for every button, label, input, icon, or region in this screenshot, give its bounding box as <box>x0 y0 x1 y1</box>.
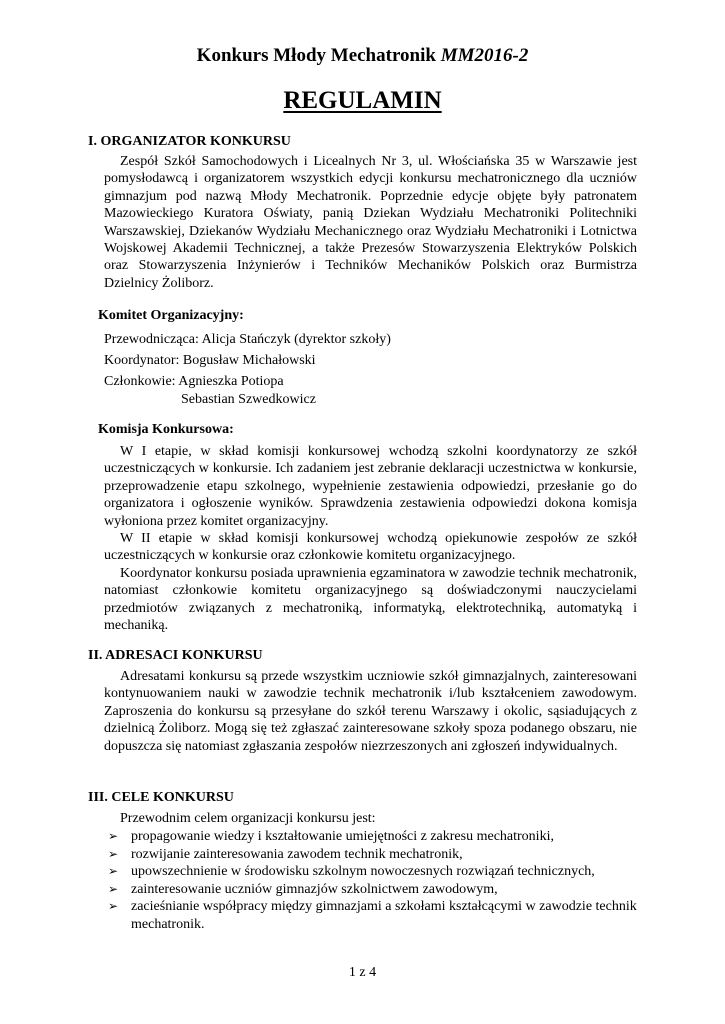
komitet-chair: Przewodnicząca: Alicja Stańczyk (dyrektor szkoły) <box>104 332 391 347</box>
regulamin-text: REGULAMIN <box>283 87 442 114</box>
komitet-heading: Komitet Organizacyjny: <box>98 308 244 323</box>
komisja-paragraph-1: W I etapie, w skład komisji konkursowej wchodzą szkolni koordynatorzy ze szkół uczestniczących w konkursie. Ich zadaniem jest zebranie deklaracji uczestnictwa w konkursie, przeprowadzenie etapu szkolnego, wypełnienie zestawienia odpowiedzi, przesłanie go do organizatora i ogłoszenie wyników. Sprawdzenia zestawienia odpowiedzi dokona komisja wyłoniona przez komitet organizacyjny. <box>104 444 637 529</box>
komisja-paragraph-2: W II etapie w skład komisji konkursowej wchodzą opiekunowie zespołów ze szkół uczestniczących w konkursie oraz członkowie komitetu organizacyjnego. <box>104 531 637 564</box>
title-main: Konkurs Młody Mechatronik <box>196 45 436 66</box>
regulamin-heading <box>0 86 725 116</box>
section-1-paragraph: Zespół Szkół Samochodowych i Licealnych Nr 3, ul. Włościańska 35 w Warszawie jest pomysłodawcą i organizatorem wszystkich edycji konkursu mechatronicznego dla uczniów gimnazjum pod nazwą Młody Mechatronik. Poprzednie edycje objęte były patronatem Mazowieckiego Kuratora Oświaty, panią Dziekan Wydziału Mechatroniki Politechniki Warszawskiej, Dziekanów Wydziału Mechanicznego oraz Wydziału Mechatroniki i Lotnictwa Wojskowej Akademii Technicznej, a także Prezesów Stowarzyszenia Elektryków Polskich oraz Stowarzyszenia Inżynierów i Techników Mechaników Polskich oraz Burmistrza Dzielnicy Żoliborz. <box>104 154 637 291</box>
section-3-heading: III. CELE KONKURSU <box>88 790 234 805</box>
section-1-heading: I. ORGANIZATOR KONKURSU <box>88 134 291 149</box>
list-item <box>104 863 637 881</box>
arrow-bullet-icon: ➢ <box>108 881 119 896</box>
goal-text: zacieśnianie współpracy między gimnazjami a szkołami kształcącymi w zawodzie technik mechatronik. <box>131 899 637 932</box>
komitet-members: Członkowie: Agnieszka Potiopa <box>104 374 284 389</box>
komisja-heading: Komisja Konkursowa: <box>98 422 234 437</box>
list-item <box>104 846 637 864</box>
komitet-member-2: Sebastian Szwedkowicz <box>181 392 316 407</box>
arrow-bullet-icon: ➢ <box>108 829 119 843</box>
section-2-heading: II. ADRESACI KONKURSU <box>88 648 263 663</box>
list-item <box>104 881 637 899</box>
goals-list <box>104 828 637 933</box>
list-item <box>104 828 637 846</box>
page-number: 1 z 4 <box>348 965 377 980</box>
arrow-bullet-icon: ➢ <box>108 846 119 861</box>
komisja-paragraph-3: Koordynator konkursu posiada uprawnienia egzaminatora w zawodzie technik mechatronik, natomiast członkowie komitetu organizacyjnego są doświadczonymi nauczycielami przedmiotów związanych z mechatroniką, informatyką, elektrotechniką, automatyką i mechaniką. <box>104 566 637 634</box>
section-3-intro: Przewodnim celem organizacji konkursu jest: <box>120 811 376 826</box>
goal-text: upowszechnienie w środowisku szkolnym nowoczesnych rozwiązań technicznych, <box>131 864 595 879</box>
goal-text: zainteresowanie uczniów gimnazjów szkolnictwem zawodowym, <box>131 881 498 897</box>
komitet-coordinator: Koordynator: Bogusław Michałowski <box>104 353 316 368</box>
arrow-bullet-icon: ➢ <box>108 864 119 878</box>
arrow-bullet-icon: ➢ <box>108 899 119 913</box>
list-item <box>104 898 637 933</box>
section-2-paragraph: Adresatami konkursu są przede wszystkim uczniowie szkół gimnazjalnych, zainteresowani kontynuowaniem nauki w zawodzie technik mechatronik i/lub kształceniem zawodowym. Zaproszenia do konkursu są przesyłane do szkół terenu Warszawy i okolic, sąsiadujących z dzielnicą Żoliborz. Mogą się też zgłaszać zainteresowane szkoły spoza podanego obszaru, nie dopuszcza się natomiast zgłaszania zespołów niezrzeszonych ani zgłoszeń indywidualnych. <box>104 669 637 754</box>
goal-text: propagowanie wiedzy i kształtowanie umiejętności z zakresu mechatroniki, <box>131 829 554 844</box>
goal-text: rozwijanie zainteresowania zawodem technik mechatronik, <box>131 846 463 862</box>
title-code: MM2016-2 <box>440 45 529 66</box>
document-title <box>0 44 725 68</box>
